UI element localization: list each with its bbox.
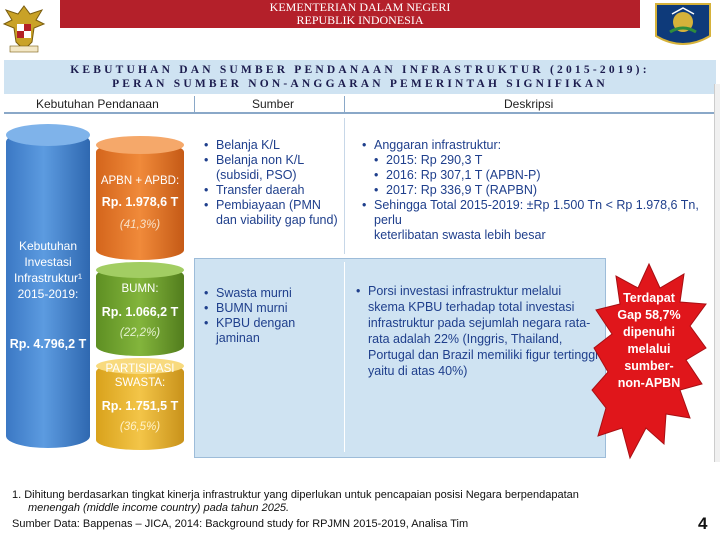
summary-continuation: keterlibatan swasta lebih besar <box>374 228 546 242</box>
description-line: Portugal dan Brazil memiliki figur tertinggi <box>368 348 598 362</box>
total-label-line: Kebutuhan <box>18 239 78 253</box>
total-cylinder-top <box>6 124 90 146</box>
segment-swasta-text <box>100 362 180 434</box>
footnote-line: menengah (middle income country) pada tahun 2025. <box>28 502 290 514</box>
header-bar <box>0 0 720 58</box>
list-item: • Swasta murni <box>204 286 342 301</box>
list-item: • 2016: Rp 307,1 T (APBN-P) <box>362 168 702 183</box>
list-item: • Anggaran infrastruktur: <box>362 138 702 153</box>
gap-callout-text <box>590 290 708 392</box>
source-citation: Sumber Data: Bappenas – JICA, 2014: Background study for RPJMN 2015-2019, Analisa Tim <box>12 518 469 530</box>
segment-pct: (41,3%) <box>119 219 161 231</box>
callout-line: non-APBN <box>617 376 681 390</box>
segment-pct: (22,2%) <box>119 327 161 339</box>
description-line: yaitu di atas 40%) <box>368 364 468 378</box>
slide-edge <box>714 84 720 462</box>
list-item: • Belanja non K/L (subsidi, PSO) <box>204 153 342 183</box>
list-item: • 2017: Rp 336,9 T (RAPBN) <box>362 183 702 198</box>
ministry-country: REPUBLIK INDONESIA <box>296 13 424 27</box>
government-description <box>362 138 702 243</box>
callout-line: dipenuhi <box>622 325 676 339</box>
total-label-line: Infrastruktur¹ <box>13 271 82 285</box>
total-value: Rp. 4.796,2 T <box>9 337 87 351</box>
total-label-line: 2015-2019: <box>17 287 79 301</box>
segment-value: Rp. 1.751,5 T <box>101 399 179 413</box>
list-item: • KPBU dengan jaminan <box>204 316 342 346</box>
segment-apbn-text <box>96 174 184 232</box>
segment-title: BUMN: <box>121 283 159 295</box>
list-item: • Porsi investasi infrastruktur melalui <box>356 283 604 299</box>
list-item: • Sehingga Total 2015-2019: ±Rp 1.500 Tn < Rp 1.978,6 Tn, perlu <box>362 198 702 228</box>
slide-title: KEBUTUHAN DAN SUMBER PENDANAAN INFRASTRUKTUR (2015-2019): <box>70 64 650 76</box>
slide-title-box <box>4 58 716 94</box>
callout-line: Gap 58,7% <box>617 308 681 322</box>
segment-value: Rp. 1.066,2 T <box>101 305 179 319</box>
segment-pct: (36,5%) <box>119 421 161 433</box>
ministry-name: KEMENTERIAN DALAM NEGERI <box>269 0 451 14</box>
upper-divider <box>344 118 345 254</box>
segment-apbn-cylinder-top <box>96 136 184 154</box>
list-item: • Pembiayaan (PMN dan viability gap fund) <box>204 198 342 228</box>
column-divider <box>344 96 345 112</box>
segment-title: APBN + APBD: <box>100 175 180 187</box>
callout-line: sumber- <box>624 359 674 373</box>
total-label <box>6 238 90 302</box>
segment-title: PARTISIPASI SWASTA: <box>105 363 175 389</box>
total-label-line: Investasi <box>24 255 72 269</box>
column-divider <box>194 96 195 112</box>
column-header-needs: Kebutuhan Pendanaan <box>36 97 159 111</box>
callout-line: melalui <box>627 342 671 356</box>
list-item: • 2015: Rp 290,3 T <box>362 153 702 168</box>
column-header-description: Deskripsi <box>504 97 554 111</box>
slide-subtitle: PERAN SUMBER NON-ANGGARAN PEMERINTAH SIGNIFIKAN <box>112 78 608 90</box>
government-sources-list <box>204 138 342 228</box>
list-item: • Transfer daerah <box>204 183 342 198</box>
list-item: • Belanja K/L <box>204 138 342 153</box>
garuda-emblem-icon <box>2 2 46 54</box>
segment-bumn-text <box>96 282 184 340</box>
description-line: skema KPBU terhadap total investasi <box>368 300 575 314</box>
footnote <box>12 489 579 515</box>
segment-value: Rp. 1.978,6 T <box>101 195 179 209</box>
lower-divider <box>344 262 345 452</box>
list-item: • BUMN murni <box>204 301 342 316</box>
column-header-source: Sumber <box>252 97 295 111</box>
callout-line: Terdapat <box>623 291 675 305</box>
private-description <box>356 283 604 379</box>
ministry-emblem-icon <box>650 2 716 52</box>
description-line: infrastruktur pada sejumlah negara rata- <box>368 316 591 330</box>
segment-bumn-cylinder-top <box>96 262 184 278</box>
footnote-line: 1. Dihitung berdasarkan tingkat kinerja infrastruktur yang diperlukan untuk pencapaian posisi Negara berpendapatan <box>12 489 579 501</box>
page-number: 4 <box>698 514 708 533</box>
description-line: rata adalah 22% (Inggris, Thailand, <box>368 332 563 346</box>
private-sources-list <box>204 286 342 346</box>
